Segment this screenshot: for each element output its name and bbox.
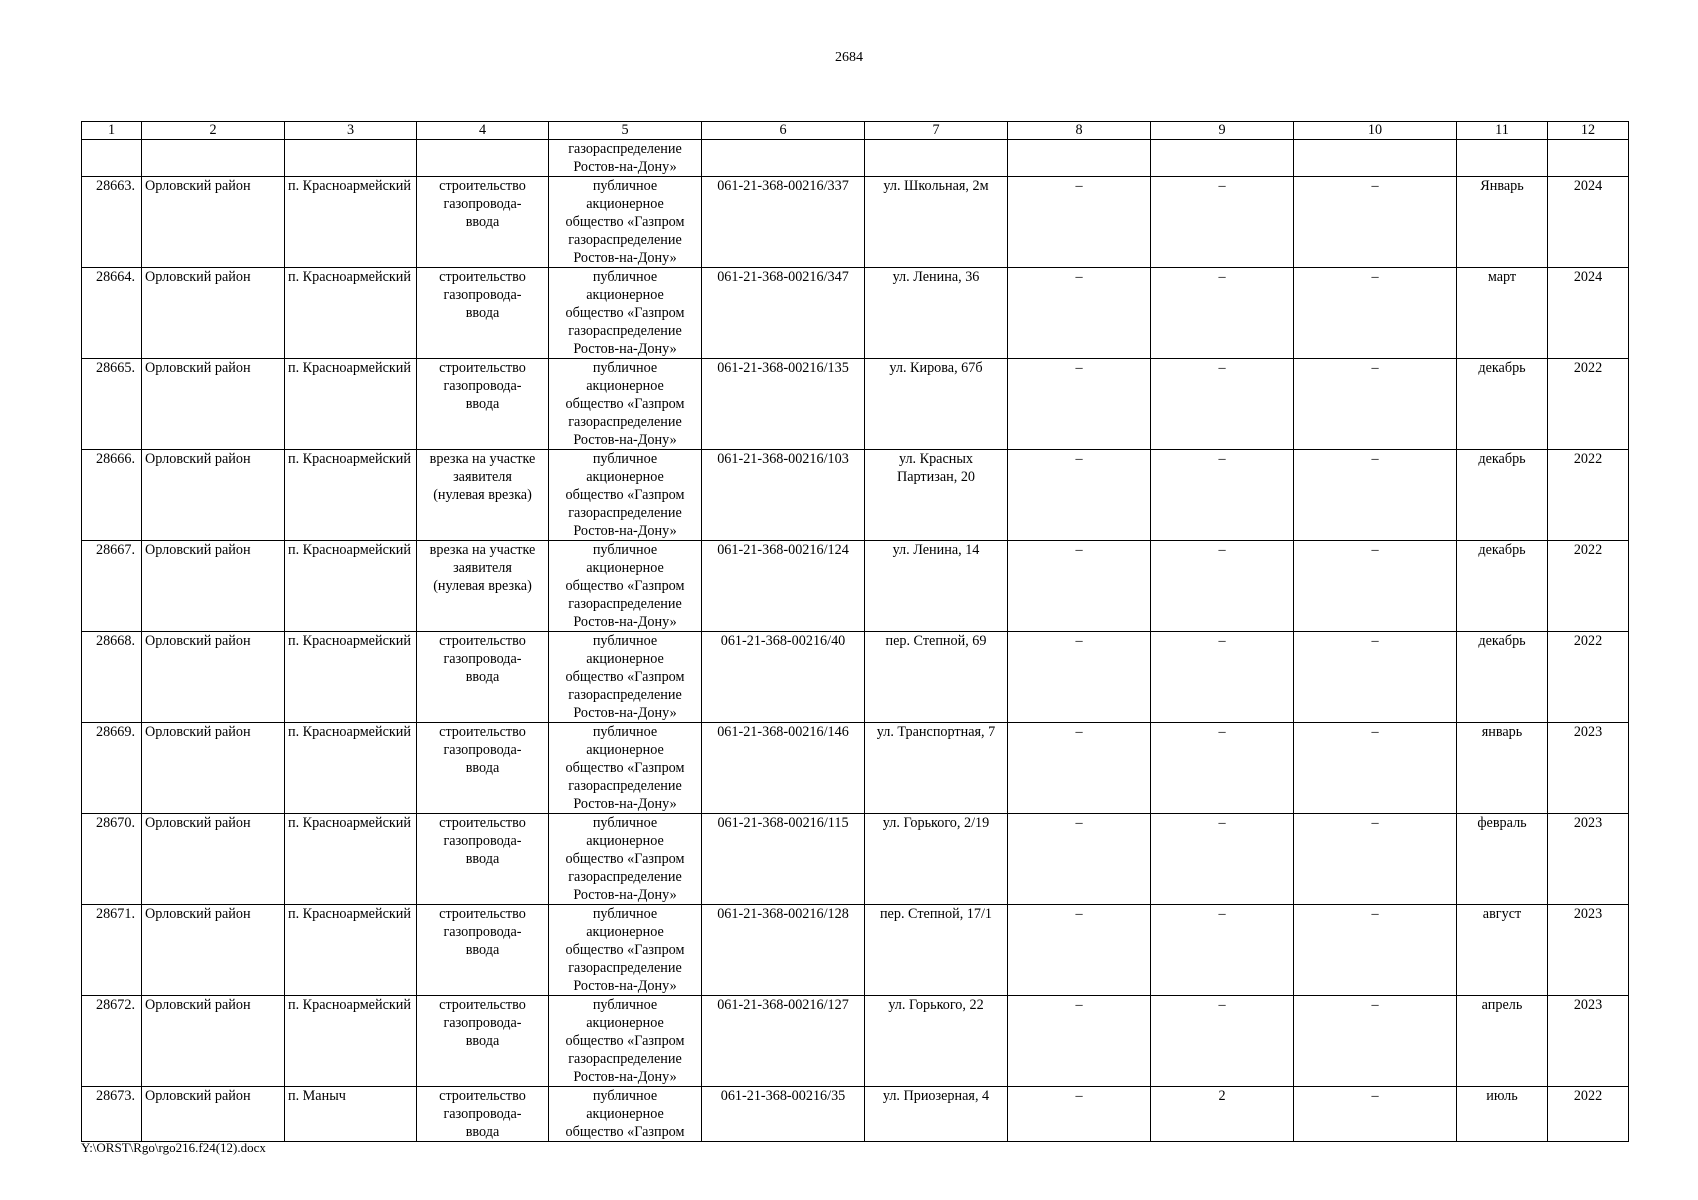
table-row	[82, 723, 1629, 814]
column-10-cell: –	[1294, 541, 1457, 632]
address-cell	[865, 814, 1008, 905]
column-number-row	[82, 122, 1629, 140]
address-cell	[865, 1087, 1008, 1142]
address-cell	[865, 723, 1008, 814]
work-type-line: строительство	[439, 997, 526, 1013]
address-line: Партизан, 20	[896, 469, 976, 485]
row-number-cell: 28673.	[82, 1087, 142, 1142]
column-8-cell: –	[1008, 541, 1151, 632]
year-cell: 2022	[1548, 541, 1629, 632]
settlement-cell: п. Красноармейский	[285, 632, 417, 723]
row-number-cell: 28671.	[82, 905, 142, 996]
row-number-cell: 28668.	[82, 632, 142, 723]
row-number-cell: 28669.	[82, 723, 142, 814]
organization-cell	[549, 450, 702, 541]
empty-cell	[82, 140, 142, 177]
registry-code-cell: 061-21-368-00216/337	[702, 177, 865, 268]
column-10-cell: –	[1294, 359, 1457, 450]
year-cell: 2024	[1548, 268, 1629, 359]
row-number-cell: 28672.	[82, 996, 142, 1087]
registry-code-cell: 061-21-368-00216/127	[702, 996, 865, 1087]
organization-line: акционерное	[586, 378, 664, 394]
table-row	[82, 359, 1629, 450]
registry-code-cell: 061-21-368-00216/135	[702, 359, 865, 450]
empty-cell	[1548, 140, 1629, 177]
settlement-cell: п. Красноармейский	[285, 996, 417, 1087]
organization-cell	[549, 140, 702, 177]
table-row	[82, 541, 1629, 632]
column-9-cell: –	[1151, 450, 1294, 541]
empty-cell	[1457, 140, 1548, 177]
column-10-cell: –	[1294, 996, 1457, 1087]
organization-line: Ростов-на-Дону»	[573, 341, 677, 357]
organization-cell	[549, 177, 702, 268]
work-type-line: врезка на участке	[429, 542, 536, 558]
work-type-line: врезка на участке	[429, 451, 536, 467]
organization-line: газораспределение	[568, 960, 682, 976]
organization-cell	[549, 814, 702, 905]
district-cell: Орловский район	[142, 359, 285, 450]
organization-line: газораспределение	[568, 414, 682, 430]
district-cell: Орловский район	[142, 905, 285, 996]
address-line: ул. Горького, 22	[888, 997, 984, 1013]
table-row	[82, 814, 1629, 905]
work-type-line: заявителя	[453, 469, 512, 485]
work-type-line: строительство	[439, 269, 526, 285]
empty-cell	[285, 140, 417, 177]
table-row	[82, 632, 1629, 723]
work-type-cell	[417, 1087, 549, 1142]
month-cell: декабрь	[1457, 359, 1548, 450]
work-type-line: строительство	[439, 906, 526, 922]
empty-cell	[417, 140, 549, 177]
year-cell: 2023	[1548, 814, 1629, 905]
work-type-line: газопровода-	[443, 833, 522, 849]
work-type-cell	[417, 996, 549, 1087]
column-10-cell: –	[1294, 632, 1457, 723]
work-type-line: газопровода-	[443, 924, 522, 940]
year-cell: 2023	[1548, 905, 1629, 996]
column-8-cell: –	[1008, 996, 1151, 1087]
column-9-cell: –	[1151, 632, 1294, 723]
organization-line: общество «Газпром	[565, 942, 685, 958]
organization-line: публичное	[592, 724, 658, 740]
table-row	[82, 450, 1629, 541]
organization-line: публичное	[592, 906, 658, 922]
district-cell: Орловский район	[142, 450, 285, 541]
district-cell: Орловский район	[142, 723, 285, 814]
organization-line: акционерное	[586, 924, 664, 940]
organization-line: общество «Газпром	[565, 396, 685, 412]
table-row	[82, 1087, 1629, 1142]
column-8-cell: –	[1008, 359, 1151, 450]
district-cell: Орловский район	[142, 177, 285, 268]
work-type-cell	[417, 632, 549, 723]
organization-line: общество «Газпром	[565, 487, 685, 503]
column-8-cell: –	[1008, 450, 1151, 541]
table-row	[82, 268, 1629, 359]
address-line: ул. Ленина, 14	[892, 542, 980, 558]
work-type-line: ввода	[465, 669, 500, 685]
settlement-cell: п. Красноармейский	[285, 723, 417, 814]
column-9-cell: –	[1151, 177, 1294, 268]
settlement-cell: п. Красноармейский	[285, 268, 417, 359]
row-number-cell: 28666.	[82, 450, 142, 541]
table-row	[82, 905, 1629, 996]
year-cell: 2022	[1548, 450, 1629, 541]
work-type-cell	[417, 359, 549, 450]
work-type-line: строительство	[439, 1088, 526, 1104]
work-type-line: ввода	[465, 1124, 500, 1140]
work-type-line: (нулевая врезка)	[433, 487, 532, 503]
continuation-row	[82, 140, 1629, 177]
organization-line: Ростов-на-Дону»	[573, 523, 677, 539]
organization-line: общество «Газпром	[565, 669, 685, 685]
address-line: ул. Приозерная, 4	[882, 1088, 990, 1104]
organization-line: газораспределение	[568, 1051, 682, 1067]
work-type-line: ввода	[465, 396, 500, 412]
registry-code-cell: 061-21-368-00216/146	[702, 723, 865, 814]
organization-cell	[549, 905, 702, 996]
work-type-line: ввода	[465, 1033, 500, 1049]
year-cell: 2023	[1548, 996, 1629, 1087]
organization-line: акционерное	[586, 1015, 664, 1031]
district-cell: Орловский район	[142, 1087, 285, 1142]
column-8-cell: –	[1008, 177, 1151, 268]
address-line: пер. Степной, 69	[885, 633, 987, 649]
organization-line: акционерное	[586, 651, 664, 667]
organization-line: акционерное	[586, 1106, 664, 1122]
work-type-cell	[417, 177, 549, 268]
organization-line: общество «Газпром	[565, 760, 685, 776]
address-line: ул. Горького, 2/19	[882, 815, 990, 831]
column-number: 12	[1548, 122, 1629, 140]
column-10-cell: –	[1294, 905, 1457, 996]
work-type-cell	[417, 814, 549, 905]
table-row	[82, 996, 1629, 1087]
year-cell: 2022	[1548, 1087, 1629, 1142]
empty-cell	[702, 140, 865, 177]
settlement-cell: п. Красноармейский	[285, 814, 417, 905]
address-line: ул. Транспортная, 7	[876, 724, 996, 740]
year-cell: 2022	[1548, 359, 1629, 450]
district-cell: Орловский район	[142, 996, 285, 1087]
organization-line: газораспределение	[568, 596, 682, 612]
column-number: 5	[549, 122, 702, 140]
registry-table	[81, 121, 1629, 1142]
row-number-cell: 28665.	[82, 359, 142, 450]
organization-line: газораспределение	[568, 687, 682, 703]
month-cell: декабрь	[1457, 541, 1548, 632]
month-cell: Январь	[1457, 177, 1548, 268]
organization-line: акционерное	[586, 287, 664, 303]
column-number: 4	[417, 122, 549, 140]
month-cell: апрель	[1457, 996, 1548, 1087]
organization-cell	[549, 1087, 702, 1142]
organization-line: Ростов-на-Дону»	[573, 159, 677, 175]
work-type-cell	[417, 723, 549, 814]
column-10-cell: –	[1294, 177, 1457, 268]
address-line: ул. Ленина, 36	[892, 269, 980, 285]
organization-cell	[549, 632, 702, 723]
row-number-cell: 28670.	[82, 814, 142, 905]
address-cell	[865, 450, 1008, 541]
work-type-line: ввода	[465, 851, 500, 867]
work-type-line: заявителя	[453, 560, 512, 576]
empty-cell	[1008, 140, 1151, 177]
month-cell: август	[1457, 905, 1548, 996]
organization-line: публичное	[592, 178, 658, 194]
organization-line: газораспределение	[568, 869, 682, 885]
column-9-cell: –	[1151, 268, 1294, 359]
column-number: 2	[142, 122, 285, 140]
year-cell: 2024	[1548, 177, 1629, 268]
organization-line: газораспределение	[568, 323, 682, 339]
year-cell: 2022	[1548, 632, 1629, 723]
organization-line: общество «Газпром	[565, 1033, 685, 1049]
settlement-cell: п. Красноармейский	[285, 450, 417, 541]
month-cell: январь	[1457, 723, 1548, 814]
column-8-cell: –	[1008, 1087, 1151, 1142]
address-line: пер. Степной, 17/1	[879, 906, 993, 922]
organization-line: публичное	[592, 542, 658, 558]
organization-line: Ростов-на-Дону»	[573, 614, 677, 630]
organization-line: Ростов-на-Дону»	[573, 978, 677, 994]
column-8-cell: –	[1008, 632, 1151, 723]
settlement-cell: п. Красноармейский	[285, 177, 417, 268]
district-cell: Орловский район	[142, 541, 285, 632]
address-cell	[865, 359, 1008, 450]
column-9-cell: –	[1151, 814, 1294, 905]
month-cell: декабрь	[1457, 450, 1548, 541]
district-cell: Орловский район	[142, 632, 285, 723]
column-9-cell: 2	[1151, 1087, 1294, 1142]
organization-line: общество «Газпром	[565, 305, 685, 321]
organization-cell	[549, 996, 702, 1087]
address-line: ул. Школьная, 2м	[883, 178, 989, 194]
work-type-line: газопровода-	[443, 1106, 522, 1122]
work-type-line: газопровода-	[443, 651, 522, 667]
column-number: 11	[1457, 122, 1548, 140]
organization-cell	[549, 359, 702, 450]
column-10-cell: –	[1294, 1087, 1457, 1142]
organization-line: акционерное	[586, 469, 664, 485]
address-cell	[865, 905, 1008, 996]
column-number: 9	[1151, 122, 1294, 140]
column-10-cell: –	[1294, 814, 1457, 905]
district-cell: Орловский район	[142, 268, 285, 359]
work-type-line: ввода	[465, 305, 500, 321]
organization-line: Ростов-на-Дону»	[573, 705, 677, 721]
column-8-cell: –	[1008, 268, 1151, 359]
organization-line: общество «Газпром	[565, 578, 685, 594]
month-cell: июль	[1457, 1087, 1548, 1142]
organization-line: общество «Газпром	[565, 851, 685, 867]
year-cell: 2023	[1548, 723, 1629, 814]
organization-line: акционерное	[586, 196, 664, 212]
organization-line: газораспределение	[568, 141, 682, 157]
row-number-cell: 28667.	[82, 541, 142, 632]
registry-code-cell: 061-21-368-00216/103	[702, 450, 865, 541]
organization-line: Ростов-на-Дону»	[573, 250, 677, 266]
work-type-line: газопровода-	[443, 287, 522, 303]
work-type-cell	[417, 905, 549, 996]
month-cell: декабрь	[1457, 632, 1548, 723]
month-cell: март	[1457, 268, 1548, 359]
organization-line: газораспределение	[568, 505, 682, 521]
work-type-line: газопровода-	[443, 196, 522, 212]
row-number-cell: 28664.	[82, 268, 142, 359]
registry-code-cell: 061-21-368-00216/128	[702, 905, 865, 996]
column-9-cell: –	[1151, 541, 1294, 632]
column-10-cell: –	[1294, 268, 1457, 359]
organization-line: публичное	[592, 633, 658, 649]
address-cell	[865, 268, 1008, 359]
organization-line: Ростов-на-Дону»	[573, 887, 677, 903]
work-type-line: (нулевая врезка)	[433, 578, 532, 594]
column-number: 3	[285, 122, 417, 140]
organization-line: общество «Газпром	[565, 214, 685, 230]
organization-line: акционерное	[586, 833, 664, 849]
district-cell: Орловский район	[142, 814, 285, 905]
work-type-line: ввода	[465, 214, 500, 230]
organization-line: газораспределение	[568, 232, 682, 248]
organization-line: публичное	[592, 815, 658, 831]
organization-line: акционерное	[586, 742, 664, 758]
column-8-cell: –	[1008, 723, 1151, 814]
table-row	[82, 177, 1629, 268]
column-10-cell: –	[1294, 723, 1457, 814]
work-type-cell	[417, 541, 549, 632]
organization-line: Ростов-на-Дону»	[573, 1069, 677, 1085]
column-number: 7	[865, 122, 1008, 140]
organization-line: публичное	[592, 1088, 658, 1104]
work-type-line: ввода	[465, 760, 500, 776]
registry-code-cell: 061-21-368-00216/347	[702, 268, 865, 359]
empty-cell	[865, 140, 1008, 177]
registry-code-cell: 061-21-368-00216/115	[702, 814, 865, 905]
month-cell: февраль	[1457, 814, 1548, 905]
column-8-cell: –	[1008, 814, 1151, 905]
address-line: ул. Кирова, 67б	[889, 360, 983, 376]
column-9-cell: –	[1151, 996, 1294, 1087]
column-number: 10	[1294, 122, 1457, 140]
empty-cell	[1294, 140, 1457, 177]
work-type-cell	[417, 450, 549, 541]
settlement-cell: п. Красноармейский	[285, 359, 417, 450]
work-type-line: газопровода-	[443, 1015, 522, 1031]
empty-cell	[142, 140, 285, 177]
organization-line: акционерное	[586, 560, 664, 576]
work-type-line: строительство	[439, 724, 526, 740]
registry-code-cell: 061-21-368-00216/40	[702, 632, 865, 723]
organization-line: Ростов-на-Дону»	[573, 796, 677, 812]
organization-cell	[549, 541, 702, 632]
column-9-cell: –	[1151, 359, 1294, 450]
organization-line: публичное	[592, 997, 658, 1013]
work-type-cell	[417, 268, 549, 359]
organization-line: общество «Газпром	[565, 1124, 685, 1140]
work-type-line: газопровода-	[443, 742, 522, 758]
organization-cell	[549, 723, 702, 814]
organization-cell	[549, 268, 702, 359]
work-type-line: газопровода-	[443, 378, 522, 394]
work-type-line: строительство	[439, 360, 526, 376]
organization-line: публичное	[592, 360, 658, 376]
settlement-cell: п. Маныч	[285, 1087, 417, 1142]
organization-line: публичное	[592, 269, 658, 285]
column-9-cell: –	[1151, 905, 1294, 996]
settlement-cell: п. Красноармейский	[285, 905, 417, 996]
work-type-line: строительство	[439, 815, 526, 831]
empty-cell	[1151, 140, 1294, 177]
column-number: 1	[82, 122, 142, 140]
column-8-cell: –	[1008, 905, 1151, 996]
organization-line: публичное	[592, 451, 658, 467]
row-number-cell: 28663.	[82, 177, 142, 268]
address-cell	[865, 177, 1008, 268]
address-cell	[865, 632, 1008, 723]
address-line: ул. Красных	[898, 451, 973, 467]
file-path: Y:\ORST\Rgo\rgo216.f24(12).docx	[81, 1140, 266, 1155]
address-cell	[865, 996, 1008, 1087]
work-type-line: ввода	[465, 942, 500, 958]
settlement-cell: п. Красноармейский	[285, 541, 417, 632]
registry-code-cell: 061-21-368-00216/124	[702, 541, 865, 632]
registry-code-cell: 061-21-368-00216/35	[702, 1087, 865, 1142]
page-number: 2684	[835, 50, 863, 65]
column-number: 8	[1008, 122, 1151, 140]
address-cell	[865, 541, 1008, 632]
column-9-cell: –	[1151, 723, 1294, 814]
column-number: 6	[702, 122, 865, 140]
organization-line: газораспределение	[568, 778, 682, 794]
work-type-line: строительство	[439, 178, 526, 194]
organization-line: Ростов-на-Дону»	[573, 432, 677, 448]
work-type-line: строительство	[439, 633, 526, 649]
column-10-cell: –	[1294, 450, 1457, 541]
